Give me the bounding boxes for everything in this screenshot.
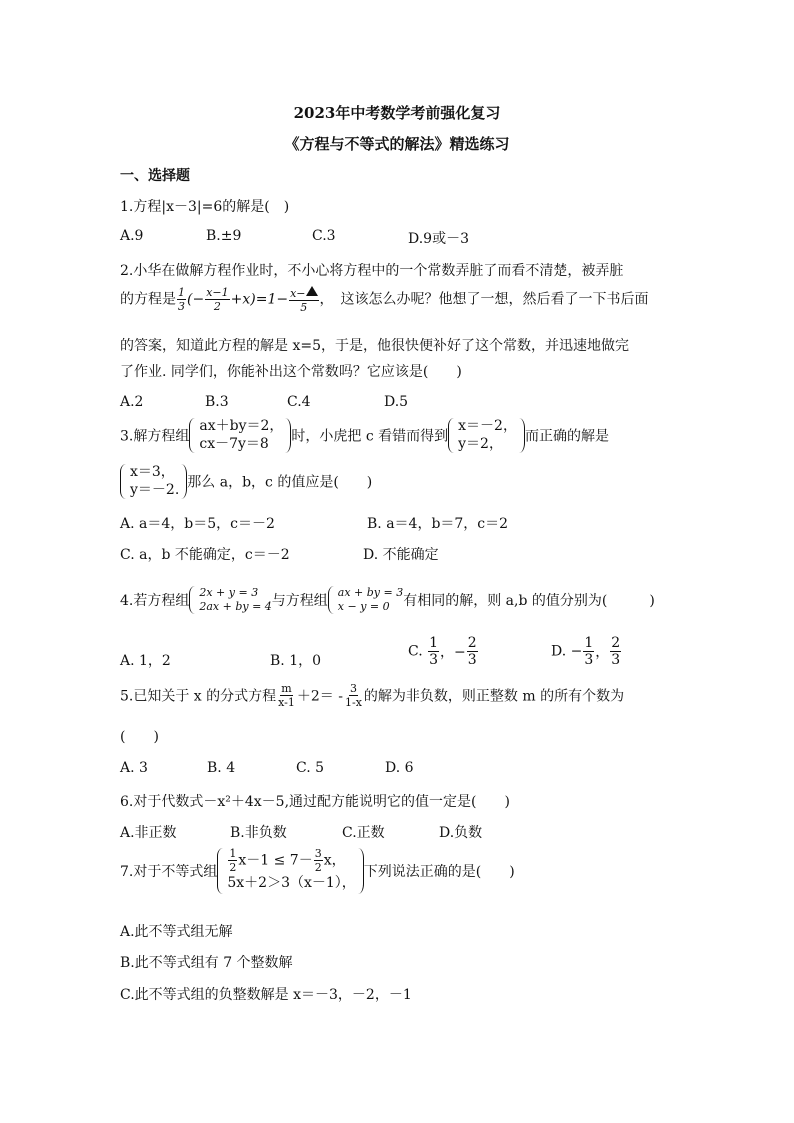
q6-option-d: D.负数	[439, 825, 483, 841]
q7-option-b: B.此不等式组有 7 个整数解	[120, 955, 293, 971]
question-2-line-1: 2.小华在做解方程作业时，不小心将方程中的一个常数弄脏了而看不清楚，被弄脏	[120, 263, 624, 279]
equation-system-3: x＝3， y＝－2.	[120, 464, 187, 499]
q1-option-a: A.9	[120, 228, 144, 244]
q4-option-c: C. $\frac{1}{3}$ ，− $\frac{2}{3}$	[408, 635, 477, 668]
q2-option-b: B.3	[205, 394, 229, 410]
q4-option-d: D. − $\frac{1}{3}$ ， $\frac{2}{3}$	[551, 635, 621, 668]
section-heading: 一、选择题	[120, 168, 190, 184]
question-2-line-3: 的答案，知道此方程的解是 x=5，于是，他很快便补好了这个常数，并迅速地做完	[120, 338, 629, 354]
question-4: 4.若方程组 2x + y = 3 2ax + by = 4 与方程组 ax + by = 3 x − y = 0 有相同的解，则 a,b 的值分别为( )	[120, 586, 655, 613]
q6-option-b: B.非负数	[230, 825, 287, 841]
question-2-line-4: 了作业. 同学们，你能补出这个常数吗？它应该是( )	[120, 364, 462, 380]
q1-option-c: C.3	[312, 228, 336, 244]
question-2-line-2: 的方程是 $\frac{1}{3}$ (− $\frac{x-1}{2}$ +x)=1− $\frac{x-}{5}$ ， 这该怎么办呢？他想了一想，然后看了一下书后面	[120, 286, 649, 314]
q3-option-b: B. a＝4，b＝7，c＝2	[367, 516, 509, 532]
question-6: 6.对于代数式－x²＋4x－5,通过配方能说明它的值一定是( )	[120, 794, 510, 810]
q1-option-b: B.±9	[206, 228, 242, 244]
q5-option-a: A. 3	[120, 760, 148, 776]
question-1: 1.方程|x－3|=6的解是( )	[120, 199, 290, 215]
q5-option-c: C. 5	[296, 760, 325, 776]
q2-option-a: A.2	[120, 394, 144, 410]
q5-option-b: B. 4	[207, 760, 236, 776]
equation-system-2: x＝－2， y＝2，	[448, 418, 525, 453]
question-5-line-2: ( )	[120, 729, 159, 745]
q3-option-c: C. a，b 不能确定，c＝－2	[120, 547, 290, 563]
inequality-system: $\frac{1}{2}$ x－1 ≤ 7－ $\frac{3}{2}$ x， 5x＋2＞3（x－1），	[217, 848, 363, 894]
smudge-triangle-icon	[306, 286, 318, 296]
q6-option-c: C.正数	[342, 825, 385, 841]
question-3-line-2: x＝3， y＝－2. 那么 a，b，c 的值应是( )	[120, 464, 372, 499]
q7-option-c: C.此不等式组的负整数解是 x＝－3，－2，－1	[120, 987, 412, 1003]
question-5-line-1: 5.已知关于 x 的分式方程 $\frac{m}{x-1}$ ＋2＝ - $\frac{3}{1-x}$ 的解为非负数，则正整数 m 的所有个数为	[120, 682, 625, 709]
q7-option-a: A.此不等式组无解	[120, 924, 233, 940]
q1-option-d: D.9或－3	[408, 231, 469, 247]
q3-option-d: D. 不能确定	[363, 547, 439, 563]
q2-option-c: C.4	[287, 394, 311, 410]
question-3-line-1: 3.解方程组 ax＋by＝2， cx－7y＝8 时，小虎把 c 看错而得到 x＝－2， y＝2， 而正确的解是	[120, 418, 609, 452]
q3-option-a: A. a＝4，b＝5，c＝－2	[120, 516, 275, 532]
doc-title: 2023年中考数学考前强化复习	[293, 104, 501, 122]
doc-subtitle: 《方程与不等式的解法》精选练习	[284, 135, 510, 153]
q4-option-a: A. 1，2	[120, 653, 171, 669]
q6-option-a: A.非正数	[120, 825, 177, 841]
q5-option-d: D. 6	[385, 760, 414, 776]
equation-system-4b: ax + by = 3 x − y = 0	[328, 586, 403, 614]
question-7: 7.对于不等式组 $\frac{1}{2}$ x－1 ≤ 7－ $\frac{3}{2}$ x， 5x＋2＞3（x－1）， 下列说法正确的是( )	[120, 848, 515, 894]
equation-system-1: ax＋by＝2， cx－7y＝8	[189, 418, 291, 453]
q2-option-d: D.5	[384, 394, 409, 410]
q4-option-b: B. 1，0	[270, 653, 322, 669]
equation-system-4a: 2x + y = 3 2ax + by = 4	[189, 586, 271, 614]
